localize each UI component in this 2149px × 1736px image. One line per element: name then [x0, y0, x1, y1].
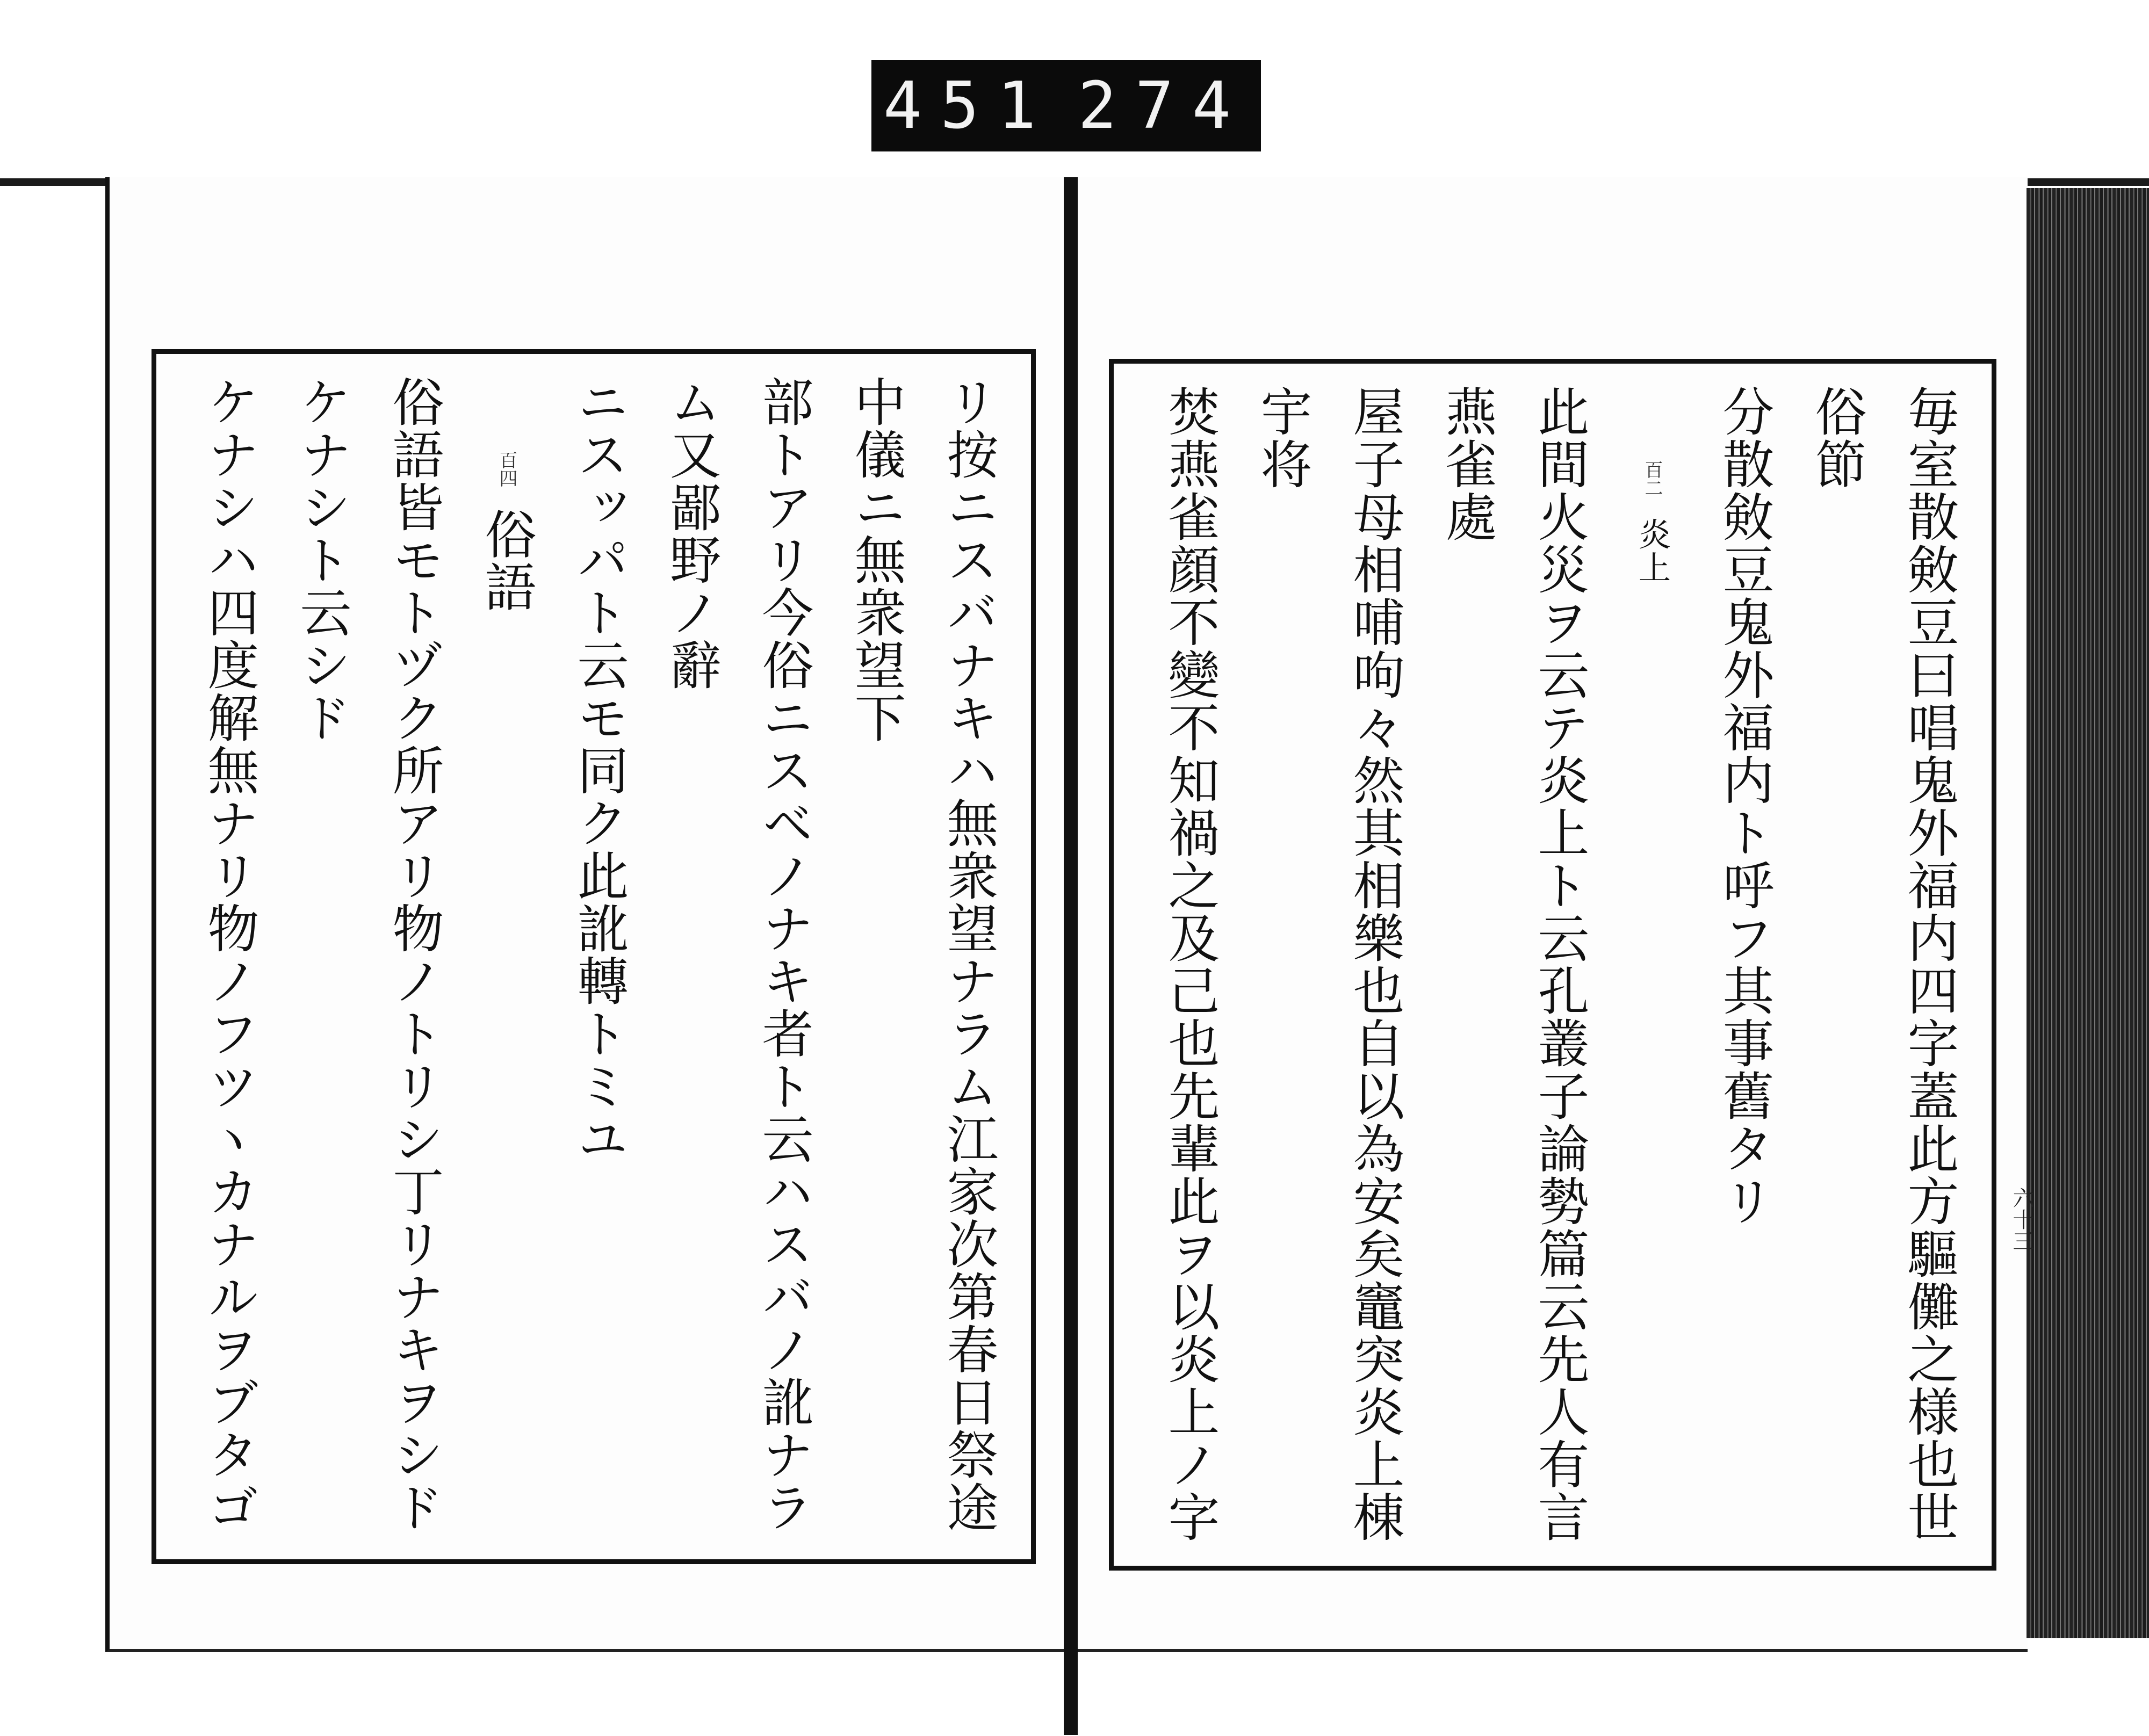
text-line: ケナシハ四度解無ナリ物ノフツヽカナルヲブタゴ	[199, 375, 259, 1534]
right-text-frame	[1109, 359, 1996, 1571]
right-text-column	[1130, 385, 1975, 1544]
text-line: 毎室散㪘豆曰唱鬼外福内四字蓋此方驅儺之様也世俗節	[1807, 385, 1959, 1543]
entry-heading	[1606, 385, 1698, 1544]
text-line: 屋子母相哺呴々然其相樂也自以為安矣竈突炎上棟宇将	[1252, 385, 1405, 1543]
left-text-frame	[152, 349, 1036, 1564]
text-line: 俗語皆モトヅク所アリ物ノトリシ丁リナキヲシドケナシト云シド	[292, 375, 444, 1534]
call-number-label	[871, 60, 1261, 151]
text-line: ニスッパト云モ同ク此訛轉トミユ	[569, 375, 629, 1165]
entry-number: 百二	[1641, 460, 1663, 497]
entry-title: 炎上	[1633, 517, 1671, 584]
entry-number: 百四	[496, 451, 517, 487]
left-text-column	[172, 375, 1015, 1538]
text-line: 部トアリ今俗ニスベノナキ者ト云ハスバノ訛ナラム又鄙野ノ辭	[661, 375, 814, 1534]
call-number-left: 451	[883, 68, 1055, 143]
text-line: 焚燕雀顔不變不知禍之及己也先輩此ヲ以炎上ノ字	[1160, 385, 1220, 1543]
call-number-right: 274	[1078, 68, 1250, 143]
text-line: リ按ニスバナキハ無衆望ナラム江家次第春日祭途中儀ニ無衆望下	[846, 375, 999, 1534]
text-line: 此間火災ヲ云テ炎上ト云孔叢子論勢篇云先人有言燕雀處	[1437, 385, 1590, 1543]
book-gutter	[1064, 177, 1078, 1735]
fore-edge	[2027, 188, 2149, 1638]
page-number: 六十三	[2009, 1187, 2034, 1252]
entry-heading	[460, 375, 553, 1538]
text-line: 分散㪘豆鬼外福内ト呼フ其事舊タリ	[1714, 385, 1775, 1227]
entry-title: 俗語	[477, 508, 537, 613]
